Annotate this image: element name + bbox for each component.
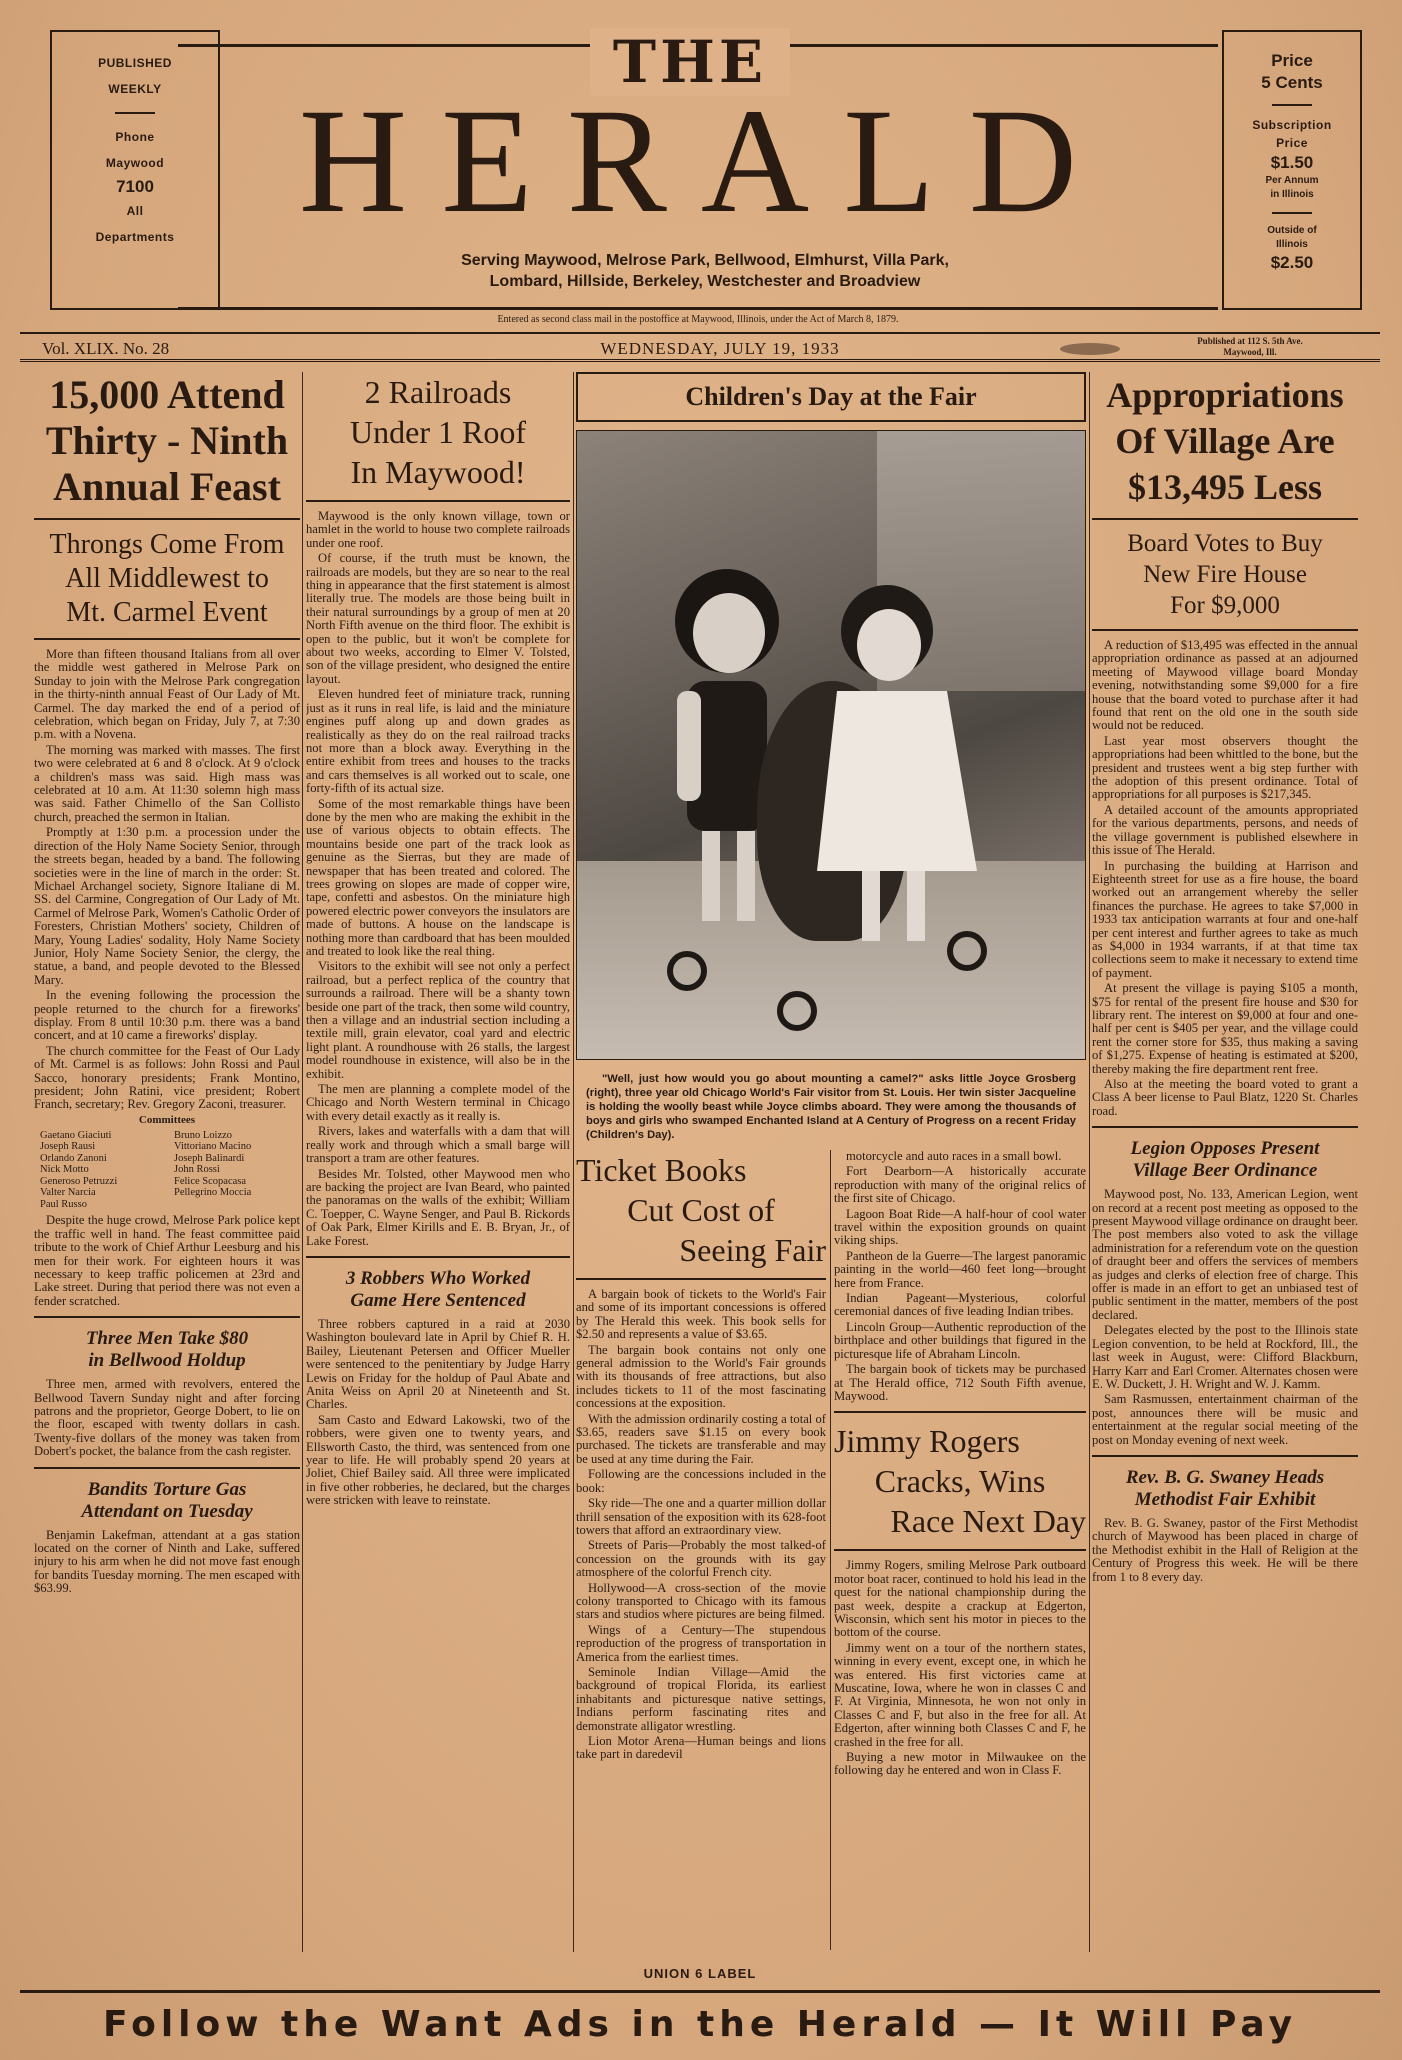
committee-member: Valter Narcia	[40, 1187, 96, 1199]
article-mt-carmel-feast	[34, 372, 300, 1992]
right-ear-box	[1222, 30, 1362, 310]
paragraph: Despite the huge crowd, Melrose Park police kept the traffic well in hand. The feast committee paid tribute to the work of Chief Arthur Leesburg and his men for their work. For eighteen hours it was necessary to keep traffic policemen at 23rd and Lake street. During that period there was not even a fender scratched.	[34, 1213, 300, 1308]
divider	[306, 500, 570, 502]
published-at-line-1: Published at 112 S. 5th Ave.	[1197, 336, 1303, 346]
divider	[1092, 1455, 1358, 1457]
paragraph: Hollywood—A cross-section of the movie colony transported to Chicago with its famous stars and studios where pictures are being filmed.	[576, 1580, 826, 1622]
paragraph: In the evening following the procession the people returned to the church for a fireworks' display. From 8 until 10:30 p.m. there was a band concert, and at 10 came a fireworks' display.	[34, 988, 300, 1043]
headline-line: Thirty - Ninth	[45, 418, 289, 463]
paragraph: Last year most observers thought the appropriations had been whittled to the bone, but the president and trustees went a big step further with the adoption of this present ordinance. Total of appropriations for all purposes is $217,345.	[1092, 733, 1358, 802]
ear-departments: Departments	[95, 230, 175, 244]
headline-holdup	[34, 1328, 300, 1372]
headline-line: Ticket Books	[576, 1152, 747, 1188]
divider	[576, 1278, 826, 1280]
photo-title: Children's Day at the Fair	[576, 372, 1086, 422]
published-at-line-2: Maywood, Ill.	[1223, 347, 1277, 357]
paragraph: More than fifteen thousand Italians from all over the middle west gathered in Melrose Park on Sunday to join with the Melrose Park congregation in the thirty-ninth annual Feast of Our Lady of Mt. Carmel. The day marked the end of a period of celebration, which began on Friday, July 7, at 7:30 p.m. with a Novena.	[34, 647, 300, 742]
divider	[834, 1411, 1086, 1413]
paragraph: Lincoln Group—Authentic reproduction of the birthplace and other buildings that figured in the picturesque life of Abraham Lincoln.	[834, 1319, 1086, 1361]
ear-illinois: Illinois	[1276, 239, 1308, 250]
headline-line: Of Village Are	[1115, 421, 1335, 461]
headline-line: Legion Opposes Present	[1130, 1138, 1320, 1160]
children-photo	[576, 430, 1086, 1060]
divider	[34, 518, 300, 520]
ear-divider	[1272, 212, 1312, 214]
paragraph: Some of the most remarkable things have been done by the men who are making the exhibit in the use of various objects to obtain effects. The mountains beside one part of the track look as genuine as the Sierras, but they are made of newspaper that has been treated and colored. The trees growing on slopes are made of copper wire, tape, confetti and asbestos. On the miniature high powered electric power conveyors the insulators are made of buttons. A house on the landscape is nothing more than cardboard that has been moulded and treated to look like the real thing.	[306, 796, 570, 958]
subhead-line: Mt. Carmel Event	[66, 597, 268, 628]
ear-subscription: Subscription	[1252, 118, 1332, 132]
paragraph: A detailed account of the amounts appropriated for the various departments, persons, and needs of the village government is published elsewhere in this issue of The Herald.	[1092, 802, 1358, 858]
paragraph: motorcycle and auto races in a small bowl.	[846, 1150, 1062, 1163]
paragraph: Three men, armed with revolvers, entered the Bellwood Tavern Sunday night and after forcing patrons and the proprietor, George Dobert, to lie on the floor, escaped with twenty dollars in cash. Twenty-five dollars of the money was taken from Dobert's pocket, the balance from the cash register.	[34, 1377, 300, 1459]
divider	[1092, 1126, 1358, 1128]
headline-line: $13,495 Less	[1127, 467, 1322, 507]
paragraph: Benjamin Lakefman, attendant at a gas station located on the corner of Ninth and Lake, suffered injury to his arm when he did not move fast enough for bandits Tuesday morning. The men escaped with $63.99.	[34, 1527, 300, 1596]
divider	[34, 1316, 300, 1318]
paragraph: Buying a new motor in Milwaukee on the following day he entered and won in Class F.	[834, 1750, 1086, 1778]
headline-legion	[1092, 1138, 1358, 1182]
headline-line: Cracks, Wins	[874, 1463, 1046, 1500]
masthead-title: HERALD	[298, 78, 1112, 244]
headline-line: 2 Railroads	[364, 374, 512, 410]
column-rule	[1089, 372, 1090, 1952]
paragraph: Eleven hundred feet of miniature track, running just as it runs in real life, is laid and the miniature engines puff along up and down grades as realistically as they do on the real railroad tracks not more than a block away. Everything in the entire exhibit from trees and houses to the tracks and cars themselves is all worked out to scale, one forty-fifth of its actual size.	[306, 687, 570, 796]
paragraph: Rivers, lakes and waterfalls with a dam that will really work and through which a small barge will transport a tram are other features.	[306, 1124, 570, 1166]
column-rule	[573, 372, 574, 1952]
subhead-line: New Fire House	[1143, 561, 1307, 588]
paragraph: Of course, if the truth must be known, the railroads are models, but they are so near to the real thing in appearance that the first statement is almost literally true. The models are those being built in their natural surroundings by a group of men at 20 North Fifth avenue on the third floor. The exhibit is open to the public, but it won't be complete for about two weeks, according to Elmer V. Tolsted, son of the village president, who designed the entire layout.	[306, 551, 570, 686]
paragraph: The bargain book of tickets may be purchased at The Herald office, 712 South Fifth avenue, Maywood.	[834, 1362, 1086, 1403]
divider	[34, 638, 300, 640]
paragraph: Streets of Paris—Probably the most talked-of concession on the grounds with its gay atmosphere of the colorful French city.	[576, 1538, 826, 1580]
girl-right-figure	[807, 571, 987, 951]
headline-line: Rev. B. G. Swaney Heads	[1125, 1466, 1325, 1488]
paragraph: Wings of a Century—The stupendous reproduction of the progress of transportation in America from the earliest times.	[576, 1622, 826, 1664]
paragraph: Also at the meeting the board voted to grant a Class A beer license to Paul Blatz, 1220 St. Charles road.	[1092, 1077, 1358, 1118]
headline-line: 15,000 Attend	[49, 372, 285, 417]
ear-price2: Price	[1276, 136, 1308, 150]
photo-feature	[576, 372, 1086, 1142]
committee-member: Nick Motto	[40, 1164, 89, 1176]
postal-notice: Entered as second class mail in the postoffice at Maywood, Illinois, under the Act of March 8, 1879.	[497, 314, 899, 325]
subhead-line: For $9,000	[1170, 592, 1280, 619]
headline-line: Bandits Torture Gas	[87, 1478, 247, 1500]
committee-list	[40, 1130, 300, 1211]
serving-line-1: Serving Maywood, Melrose Park, Bellwood, Elmhurst, Villa Park,	[461, 252, 949, 269]
committee-member: John Rossi	[174, 1164, 220, 1176]
paragraph: Maywood post, No. 133, American Legion, went on record at a recent post meeting as opposed to the present Maywood village ordinance on draught beer. The post members also voted to ask the village administration for a referendum vote on the question of draught beer and offers the services of members as judges and clerks of election free of charge. This offer is made in an effort to get an unbiased test of public sentiment in the matter, members of the post declared.	[1092, 1187, 1358, 1322]
paragraph: At present the village is paying $105 a month, $75 for rental of the present fire house and $30 for library rent. The interest on $9,000 at four and one-half per cent is $405 per year, and the village could rent the corner store for $35, thus making a saving of $1,275. Expense of heating is estimated at $200, thereby making the fire department rent free.	[1092, 981, 1358, 1076]
committee-member: Gaetano Giaciuti	[40, 1129, 112, 1141]
committee-title: Committees	[138, 1113, 196, 1126]
committee-member: Joseph Rausi	[40, 1141, 96, 1153]
headline-line: Jimmy Rogers	[834, 1423, 1020, 1460]
photo-caption: "Well, just how would you go about mounting a camel?" asks little Joyce Grosberg (right), three year old Chicago World's Fair visitor from St. Louis. Her twin sister Jacqueline is holding the woolly beast while Joyce climbs aboard. They were among the thousands of boys and girls who swamped Enchanted Island at A Century of Progress on a recent Friday (Children's Day).	[586, 1073, 1076, 1141]
committee-member: Vittoriano Macino	[174, 1141, 252, 1153]
headline-line: Three Men Take $80	[85, 1328, 249, 1350]
headline-line: Appropriations	[1106, 375, 1344, 415]
headline-line: Race Next Day	[890, 1503, 1086, 1540]
headline-swaney	[1092, 1467, 1358, 1511]
paragraph: Delegates elected by the post to the Illinois state Legion convention, to be held at Rockford, Ill., the last week in August, were: Clifford Blackburn, Harry Karr and Earl Cromer. Alternates chosen were E. W. Duckett, J. H. Wright and W. J. Kamm.	[1092, 1323, 1358, 1391]
ear-price: Price	[1271, 51, 1313, 70]
headline-line: 3 Robbers Who Worked	[345, 1267, 531, 1289]
ear-cents: 5 Cents	[1261, 73, 1323, 92]
ear-maywood: Maywood	[105, 156, 165, 170]
dateline	[20, 332, 1380, 362]
committee-member: Paul Russo	[40, 1198, 87, 1210]
headline-line: Attendant on Tuesday	[81, 1500, 253, 1522]
issue-date: WEDNESDAY, JULY 19, 1933	[600, 339, 840, 358]
ear-in-illinois: in Illinois	[1270, 189, 1314, 200]
volume-number: Vol. XLIX. No. 28	[42, 339, 170, 358]
paragraph: Besides Mr. Tolsted, other Maywood men who are backing the project are Ivan Beard, who painted the panoramas on the walls of the exhibit; William C. Toepper, C. Wayne Senger, and Paul B. Rickords of Oak Park, Elmer Kirills and E. B. Bryan, Jr., of Lake Forest.	[306, 1166, 570, 1248]
paragraph: With the admission ordinarily costing a total of $3.65, readers save $1.15 on every book purchased. The tickets are transferable and may be used at any time during the Fair.	[576, 1411, 826, 1466]
paragraph: Pantheon de la Guerre—The largest panoramic painting in the world—460 feet long—brought here from France.	[834, 1248, 1086, 1290]
ear-outside: Outside of	[1267, 225, 1317, 236]
headline-line: In Maywood!	[350, 454, 526, 490]
paragraph: Three robbers captured in a raid at 2030 Washington boulevard late in April by Chief R. H. Bailey, Lieutenant Petersen and Officer Mueller were sentenced to the penitentiary by Judge Harry Lewis on Friday for the holdup of Paul Abate and Anita Weiss on April 20 at Nineteenth and St. Charles.	[306, 1316, 570, 1412]
ear-phone: Phone	[115, 130, 155, 144]
masthead-the: THE	[590, 28, 790, 96]
paragraph: Sky ride—The one and a quarter million dollar thrill sensation of the exposition with its 628-foot towers that afford an extraordinary view.	[576, 1496, 826, 1537]
paragraph: In purchasing the building at Harrison and Eighteenth street for use as a fire house, the board worked out an arrangement whereby the seller finances the purchase. He agrees to take $7,000 in 1933 tax anticipation warrants at four and one-half per cent interest and further agrees to take as much as $4,000 in 1934 warrants, if at that time tax collections seem to make it necessary to extend time of payment.	[1092, 858, 1358, 980]
subhead-line: Board Votes to Buy	[1127, 530, 1323, 557]
paragraph: Promptly at 1:30 p.m. a procession under the direction of the Holy Name Society Senior, through the streets began, headed by a band. The following societies were in the line of march in the order: St. Michael Archangel society, Signore Italiane di M. SS. del Carmine, Congregation of Our Lady of Mt. Carmel of Melrose Park, Women's Catholic Order of Foresters, Christian Mothers' society, Children of Mary, Young Ladies' sodality, Holy Name Society Junior, Holy Name Society Senior, the clergy, the statue, a band, and people devoted to the Blessed Mary.	[34, 825, 300, 987]
committee-member: Felice Scopacasa	[174, 1175, 247, 1187]
masthead-serving	[200, 250, 1210, 292]
paragraph: Indian Pageant—Mysterious, colorful ceremonial dances of five leading Indian tribes.	[834, 1291, 1086, 1319]
subhead-line: All Middlewest to	[65, 563, 269, 594]
headline-line: Cut Cost of	[627, 1192, 775, 1228]
ear-weekly: WEEKLY	[108, 82, 162, 96]
paragraph: Jimmy Rogers, smiling Melrose Park outboard motor boat racer, continued to hold his lead in the quest for the national championship during the past week, despite a crackup at Edgerton, Wisconsin, which sent his motor in pieces to the bottom of the course.	[834, 1558, 1086, 1640]
footer-tagline: Follow the Want Ads in the Herald — It Will Pay	[102, 2004, 1298, 2045]
paragraph: Sam Casto and Edward Lakowski, two of the robbers, were given one to twenty years, and Ellsworth Casto, the third, was sentenced from one year to life. He will probably spend 20 years at Joliet, Chief Bailey said. All three were implicated in five other robberies, he declared, but the charges were stricken with leave to reinstate.	[306, 1412, 570, 1508]
headline-robbers	[306, 1268, 570, 1312]
headline-bandits	[34, 1479, 300, 1523]
divider	[306, 1256, 570, 1258]
wheel-icon	[777, 991, 817, 1031]
union-seal-icon	[1060, 343, 1120, 355]
headline-line: Methodist Fair Exhibit	[1134, 1488, 1316, 1510]
union-label	[20, 1966, 1380, 1981]
ear-divider	[1272, 104, 1312, 106]
union-label-text: UNION 6 LABEL	[636, 1966, 765, 1981]
paragraph: Lion Motor Arena—Human beings and lions take part in daredevil	[576, 1734, 826, 1762]
serving-line-2: Lombard, Hillside, Berkeley, Westchester and Broadview	[489, 273, 921, 290]
ear-divider	[115, 112, 155, 114]
committee-member: Generoso Petruzzi	[40, 1175, 118, 1187]
committee-member: Joseph Balinardi	[174, 1152, 245, 1164]
column-rule	[830, 1150, 831, 1950]
committee-member: Pellegrino Moccia	[174, 1187, 252, 1199]
ear-all: All	[126, 204, 144, 218]
subhead-line: Throngs Come From	[49, 529, 285, 560]
headline-line: Game Here Sentenced	[350, 1289, 526, 1311]
paragraph: Seminole Indian Village—Amid the background of tropical Florida, its earliest inhabitants and picturesque native settings, Indians perform fascinating rites and demonstrate alligator wrestling.	[576, 1664, 826, 1733]
paragraph: Rev. B. G. Swaney, pastor of the First Methodist church of Maywood has been placed in charge of the Methodist exhibit in the Hall of Religion at the Century of Progress this week. He will be there from 1 to 8 every day.	[1092, 1515, 1358, 1584]
paragraph: The bargain book contains not only one general admission to the World's Fair grounds with its thousands of free attractions, but also includes tickets to 11 of the most fascinating concessions at the exposition.	[576, 1342, 826, 1411]
paragraph: Lagoon Boat Ride—A half-hour of cool water travel within the exposition grounds on quaint viking ships.	[834, 1206, 1086, 1248]
article-ticket-books	[576, 1150, 826, 1990]
article-railroads	[306, 372, 570, 1992]
paragraph: The morning was marked with masses. The first two were celebrated at 6 and 8 o'clock. At 9 o'clock a children's mass was said. High mass was celebrated at 10 a.m. At 11:30 solemn high mass was said. Father Chimello of the San Collisto church, preached the sermon in Italian.	[34, 742, 300, 824]
paragraph: Fort Dearborn—A historically accurate reproduction with many of the original relics of the first site of Chicago.	[834, 1164, 1086, 1206]
headline-line: Annual Feast	[53, 464, 281, 509]
paragraph: Jimmy went on a tour of the northern states, winning in every event, except one, in which he was entered. His first victories came at Muscatine, Iowa, where he won in classes C and F. At Virginia, Minnesota, he won not only in Classes C and F, but also in the free for all. At Edgerton, after winning both Classes C and F, he crashed in the free for all.	[834, 1640, 1086, 1749]
headline-line: Under 1 Roof	[350, 414, 526, 450]
headline-line: in Bellwood Holdup	[88, 1350, 246, 1372]
wheel-icon	[947, 931, 987, 971]
paragraph: Visitors to the exhibit will see not only a perfect railroad, but a perfect replica of the country that surrounds a railroad. There will be a shanty town beside one part of the track, then some wild country, then a village and an industrial section including a textile mill, grain elevator, coal yard and electric light plant. A roundhouse with 26 stalls, the largest model roundhouse in existence, will also be in the exhibit.	[306, 959, 570, 1081]
paragraph: The church committee for the Feast of Our Lady of Mt. Carmel is as follows: John Rossi and Paul Sacco, honorary presidents; Frank Montino, president; John Ratini, vice president; Robert Franch, secretary; Rev. Gregory Zaconi, treasurer.	[34, 1043, 300, 1112]
column-rule	[302, 372, 303, 1952]
paragraph: A bargain book of tickets to the World's Fair and some of its important concessions is offered by The Herald this week. This book sells for $2.50 and represents a value of $3.65.	[576, 1287, 826, 1342]
paragraph: Sam Rasmussen, entertainment chairman of the post, announces there will be music and entertainment at the regular social meeting of the post on Monday evening of next week.	[1092, 1392, 1358, 1447]
paragraph: Following are the concessions included in the book:	[576, 1467, 826, 1495]
paragraph: Maywood is the only known village, town or hamlet in the world to house two complete railroads under one roof.	[306, 509, 570, 550]
ear-amount2: $2.50	[1270, 253, 1314, 272]
ear-published: PUBLISHED	[98, 56, 172, 70]
headline-line: Village Beer Ordinance	[1132, 1160, 1318, 1182]
ear-phone-number: 7100	[116, 177, 154, 196]
committee-member: Bruno Loizzo	[174, 1129, 233, 1141]
paragraph: A reduction of $13,495 was effected in the annual appropriation ordinance as passed at an adjourned meeting of Maywood village board Monday evening, notwithstanding some $9,000 for a fire house that the board voted to purchase after it had found that rent on the old one in the south side would not be reduced.	[1092, 638, 1358, 733]
divider	[34, 1467, 300, 1469]
published-at	[1160, 336, 1340, 358]
headline-line: Seeing Fair	[679, 1232, 826, 1268]
paragraph: The men are planning a complete model of the Chicago and North Western terminal in Chicago with every detail exactly as it really is.	[306, 1082, 570, 1123]
wheel-icon	[667, 951, 707, 991]
article-appropriations	[1092, 372, 1358, 1992]
committee-member: Orlando Zanoni	[40, 1152, 107, 1164]
ear-per-annum: Per Annum	[1265, 175, 1319, 186]
divider	[1092, 518, 1358, 520]
divider	[834, 1549, 1086, 1551]
divider	[1092, 629, 1358, 631]
ear-amount: $1.50	[1270, 153, 1314, 172]
article-concessions-and-rogers	[834, 1150, 1086, 1990]
